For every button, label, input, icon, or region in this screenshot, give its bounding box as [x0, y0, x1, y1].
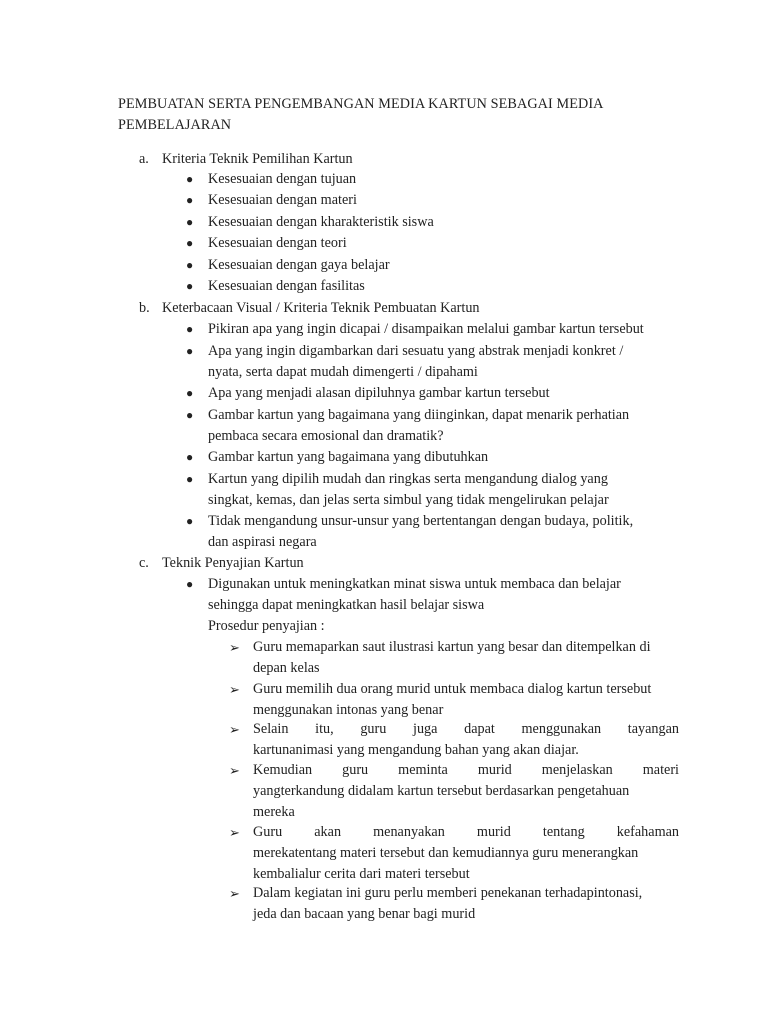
bullet-icon: ● [186, 193, 194, 207]
list-item: ● Kartun yang dipilih mudah dan ringkas serta mengandung dialog yang singkat, kemas, dan jelas serta simbul yang tidak mengelirukan pelajar [186, 471, 609, 508]
bullet-icon: ● [186, 172, 194, 186]
list-item: ● Pikiran apa yang ingin dicapai / disampaikan melalui gambar kartun tersebut [208, 319, 678, 340]
title-line: PEMBELAJARAN [118, 116, 232, 133]
bullet-icon: ● [186, 472, 194, 486]
section-heading-text: Teknik Penyajian Kartun [162, 555, 304, 571]
bullet-icon: ● [186, 344, 194, 358]
list-item: ● Kesesuaian dengan gaya belajar [208, 255, 678, 276]
document-title [118, 94, 678, 135]
section-heading-a [139, 149, 353, 169]
list-item: ● Kesesuaian dengan materi [208, 190, 678, 211]
title-line: PEMBUATAN SERTA PENGEMBANGAN MEDIA KARTUN SEBAGAI MEDIA [118, 96, 604, 112]
list-item: ● Kesesuaian dengan fasilitas [208, 276, 678, 297]
bullet-icon: ● [186, 279, 194, 293]
bullet-icon: ● [186, 258, 194, 272]
list-item: ● Digunakan untuk meningkatkan minat siswa untuk membaca dan belajar sehingga dapat meningkatkan hasil belajar siswa [186, 576, 621, 613]
procedure-step: ➢ Dalam kegiatan ini guru perlu memberi penekanan terhadapintonasi, jeda dan bacaan yang benar bagi murid [229, 885, 643, 922]
list-item: ● Kesesuaian dengan teori [208, 233, 678, 254]
section-heading-c [139, 553, 304, 573]
bullet-icon: ● [186, 386, 194, 400]
bullet-icon: ● [186, 322, 194, 336]
list-item: ● Kesesuaian dengan kharakteristik siswa [208, 212, 678, 233]
section-heading-text: Keterbacaan Visual / Kriteria Teknik Pembuatan Kartun [162, 300, 480, 316]
bullet-icon: ● [186, 450, 194, 464]
list-item: ● Gambar kartun yang bagaimana yang diinginkan, dapat menarik perhatian pembaca secara emosional dan dramatik? [186, 407, 630, 444]
bullet-icon: ● [186, 577, 194, 591]
arrowhead-icon: ➢ [229, 640, 240, 655]
procedure-step: ➢ Selain itu, guru juga dapat menggunakan tayangan kartunanimasi yang mengandung bahan yang akan diajar. [229, 721, 679, 758]
arrowhead-icon: ➢ [229, 886, 240, 901]
arrowhead-icon: ➢ [229, 682, 240, 697]
list-item: ● Tidak mengandung unsur-unsur yang bertentangan dengan budaya, politik, dan aspirasi negara [186, 513, 634, 550]
procedure-step: ➢ Guru akan menanyakan murid tentang kefahaman merekatentang materi tersebut dan kemudiannya guru menerangkan kembalialur cerita dari materi tersebut [229, 824, 679, 882]
procedure-step: ➢ Kemudian guru meminta murid menjelaskan materi yangterkandung didalam kartun tersebut berdasarkan pengetahuan mereka [229, 762, 679, 820]
list-item: ● Apa yang menjadi alasan dipiluhnya gambar kartun tersebut [208, 383, 678, 404]
section-marker: a. [139, 151, 149, 167]
section-heading-b [139, 298, 480, 318]
bullet-icon: ● [186, 408, 194, 422]
list-item: ● Gambar kartun yang bagaimana yang dibutuhkan [208, 447, 678, 468]
arrowhead-icon: ➢ [229, 825, 240, 840]
section-marker: c. [139, 555, 149, 571]
list-item: ● Apa yang ingin digambarkan dari sesuatu yang abstrak menjadi konkret / nyata, serta dapat mudah dimengerti / dipahami [186, 343, 624, 380]
arrowhead-icon: ➢ [229, 722, 240, 737]
list-item: ● Kesesuaian dengan tujuan [208, 169, 678, 190]
section-heading-text: Kriteria Teknik Pemilihan Kartun [162, 151, 353, 167]
bullet-icon: ● [186, 236, 194, 250]
procedure-step: ➢ Guru memaparkan saut ilustrasi kartun yang besar dan ditempelkan di depan kelas [229, 639, 651, 676]
section-marker: b. [139, 300, 150, 316]
bullet-icon: ● [186, 514, 194, 528]
procedure-step: ➢ Guru memilih dua orang murid untuk membaca dialog kartun tersebut menggunakan intonas yang benar [229, 681, 652, 718]
procedure-label: Prosedur penyajian : [208, 618, 325, 634]
arrowhead-icon: ➢ [229, 763, 240, 778]
bullet-icon: ● [186, 215, 194, 229]
